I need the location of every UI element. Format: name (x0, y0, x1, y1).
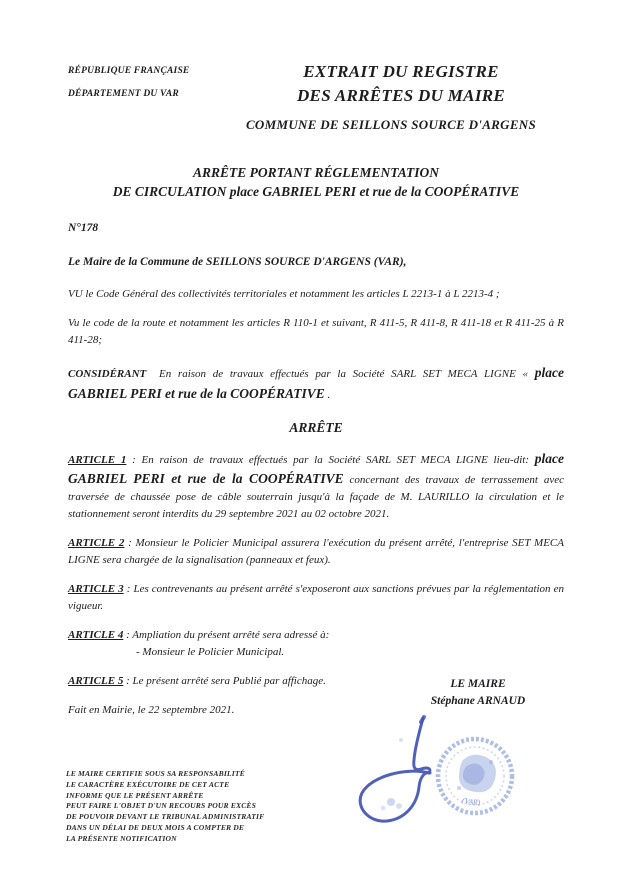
article-4-label: ARTICLE 4 (68, 629, 124, 642)
article-4 (68, 627, 564, 660)
article-5-label: ARTICLE 5 (68, 675, 124, 688)
signature-icon (360, 717, 430, 821)
commune-line: COMMUNE DE SEILLONS SOURCE D'ARGENS (245, 116, 537, 132)
signature-and-seal-graphics (335, 710, 565, 875)
republique-line: RÉPUBLIQUE FRANÇAISE (68, 66, 190, 76)
certification-line: INFORME QUE LE PRÉSENT ARRÊTE (66, 790, 204, 800)
date-line: Fait en Mairie, le 22 septembre 2021. (68, 703, 235, 716)
header-left-block (68, 60, 238, 108)
document-header (68, 60, 564, 108)
certification-line: DANS UN DÉLAI DE DEUX MOIS A COMPTER DE (66, 822, 245, 832)
certification-line: LE MAIRE CERTIFIE SOUS SA RESPONSABILITÉ (66, 769, 245, 778)
article-1-label: ARTICLE 1 (68, 453, 127, 466)
signature-name: Stéphane ARNAUD (430, 694, 526, 707)
considerant-tail: . (327, 388, 331, 401)
arrete-heading: ARRÊTE (289, 419, 343, 435)
certification-note (66, 769, 264, 844)
certification-line: LA PRÉSENTE NOTIFICATION (66, 833, 177, 843)
article-3-label: ARTICLE 3 (68, 583, 124, 596)
article-3 (68, 581, 564, 614)
header-right-block (238, 60, 564, 108)
recital-vu2: Vu le code de la route et notamment les articles R 110-1 et suivant, R 411-5, R 411-8, R 411-18 et R 411-25 à R 411-28; (68, 317, 564, 346)
article-4-subline: - Monsieur le Policier Municipal. (136, 645, 285, 658)
article-2-body: : Monsieur le Policier Municipal assurera l'exécution du présent arrêté, l'entreprise SET MECA LIGNE sera chargée de la signalisation (panneaux et feux). (68, 537, 564, 566)
considerant-label: CONSIDÉRANT (68, 368, 147, 381)
certification-line: PEUT FAIRE L'OBJET D'UN RECOURS POUR EXCÈS (66, 801, 256, 811)
considerant-lead: En raison de travaux effectués par la Société SARL SET MECA LIGNE « (158, 368, 529, 381)
departement-line: DÉPARTEMENT DU VAR (68, 89, 179, 99)
intro-line: Le Maire de la Commune de SEILLONS SOURCE D'ARGENS (VAR), (68, 255, 407, 268)
registre-line1: EXTRAIT DU REGISTRE (303, 62, 499, 81)
article-5-body: : Le présent arrêté sera Publié par affichage. (126, 675, 326, 688)
arrete-number: N°178 (68, 221, 99, 234)
seal-text: (VAR) (460, 795, 481, 807)
recital-vu1: VU le Code Général des collectivités territoriales et notamment les articles L 2213-1 à L 2213-4 ; (68, 287, 500, 300)
considerant-paragraph (68, 363, 564, 404)
article-3-body: : Les contrevenants au présent arrêté s'exposeront aux sanctions prévues par la réglementation en vigueur. (68, 583, 565, 612)
article-1 (68, 449, 564, 523)
title-line2: DE CIRCULATION place GABRIEL PERI et rue de la COOPÉRATIVE (112, 184, 520, 200)
article-1-body2: concernant des travaux de terrassement avec traversée de chaussée pose de câble souterrain jusqu'à la façade de M. LAURILLO la circulation et le stationnement seront interdits du 29 septembre 2021 au 02 octobre 2021. (68, 474, 565, 520)
svg-text:(VAR) (461, 795, 481, 806)
signature-block (368, 676, 588, 709)
article-4-body: : Ampliation du présent arrêté sera adressé à: (126, 629, 330, 642)
article-2-label: ARTICLE 2 (68, 537, 125, 550)
article-1-place: place GABRIEL PERI et rue de la COOPÉRATIVE (68, 450, 564, 487)
signature-title: LE MAIRE (450, 678, 506, 690)
document-content (0, 60, 628, 716)
document-title (68, 163, 564, 202)
seal-icon (438, 739, 512, 813)
article-1-body1: : En raison de travaux effectués par la Société SARL SET MECA LIGNE lieu-dit: (132, 453, 529, 466)
article-2 (68, 535, 564, 568)
certification-line: DE POUVOIR DEVANT LE TRIBUNAL ADMINISTRATIF (66, 812, 265, 822)
certification-line: LE CARACTÈRE EXÉCUTOIRE DE CET ACTE (66, 779, 230, 789)
title-line1: ARRÊTE PORTANT RÉGLEMENTATION (192, 164, 440, 180)
registre-line2: DES ARRÊTES DU MAIRE (296, 85, 506, 105)
considerant-place: place GABRIEL PERI et rue de la COOPÉRATIVE (68, 365, 565, 401)
